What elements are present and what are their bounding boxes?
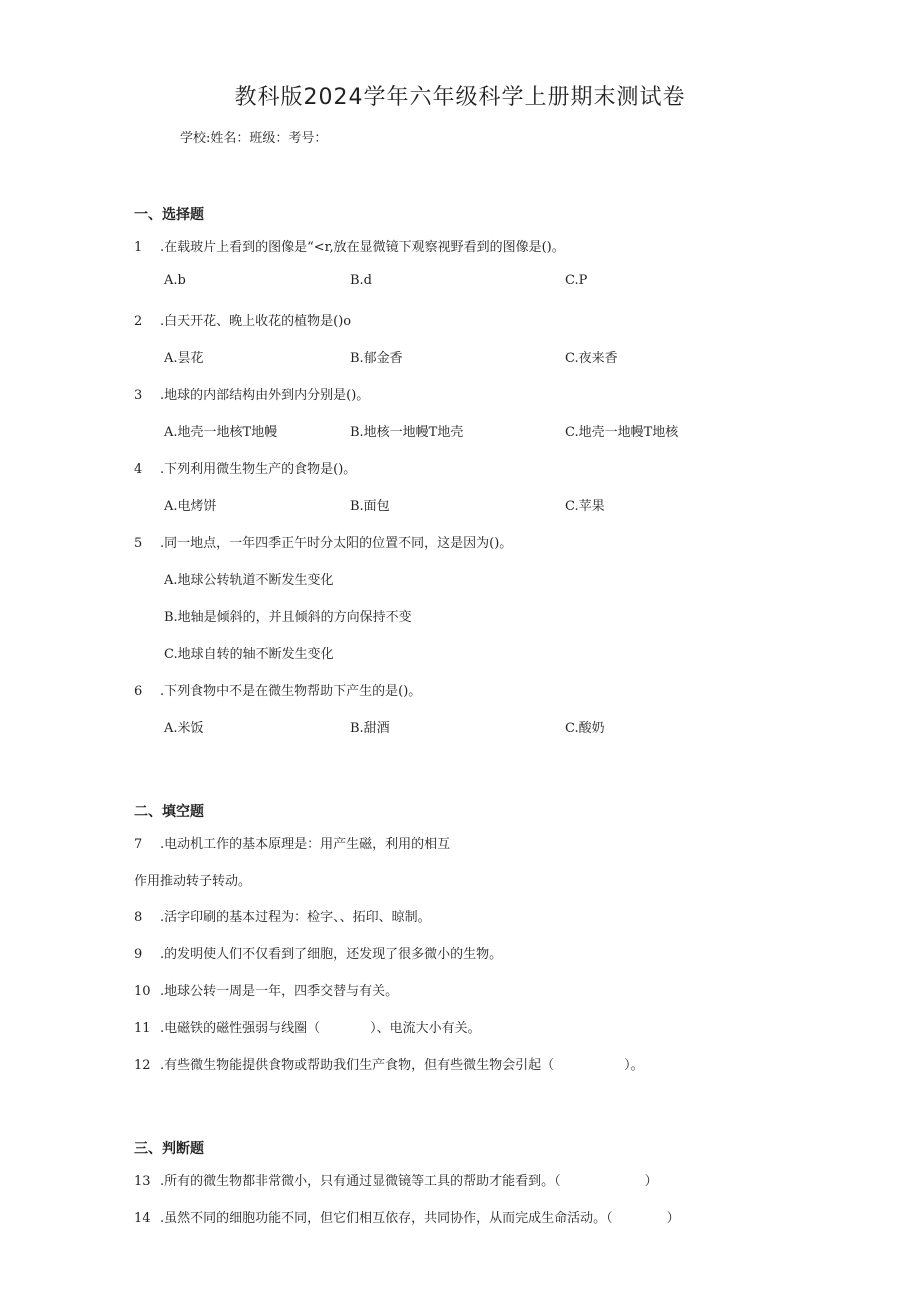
question-7: 7 .电动机工作的基本原理是：用产生磁，利用的相互 (134, 837, 451, 852)
option-5c: C.地球自转的轴不断发生变化 (164, 647, 334, 662)
option-2c: C.夜来香 (565, 351, 618, 366)
option-5b: B.地轴是倾斜的，并且倾斜的方向保持不变 (164, 610, 412, 625)
section-heading-fill: 二、填空题 (134, 804, 204, 820)
question-14: 14 .虽然不同的细胞功能不同，但它们相互依存，共同协作，从而完成生命活动。（ ） (134, 1211, 680, 1226)
section-heading-judge: 三、判断题 (134, 1141, 204, 1157)
option-6c: C.酸奶 (565, 721, 605, 736)
question-2: 2 .白天开花、晚上收花的植物是()o (134, 314, 352, 329)
option-6b: B.甜酒 (350, 721, 390, 736)
question-3: 3 .地球的内部结构由外到内分别是()。 (134, 388, 370, 403)
option-1a: A.b (164, 273, 186, 288)
option-1b: B.d (350, 273, 373, 288)
question-13: 13 .所有的微生物都非常微小，只有通过显微镜等工具的帮助才能看到。（ ） (134, 1174, 658, 1189)
option-5a: A.地球公转轨道不断发生变化 (164, 573, 334, 588)
option-4a: A.电烤饼 (164, 499, 217, 514)
student-info-line: 学校:姓名：班级：考号： (180, 131, 328, 146)
question-10: 10 .地球公转一周是一年，四季交替与有关。 (134, 984, 399, 999)
question-6: 6 .下列食物中不是在微生物帮助下产生的是()。 (134, 684, 422, 699)
option-3c: C.地壳一地幔T地核 (565, 425, 679, 440)
option-3a: A.地壳一地核T地幔 (164, 425, 278, 440)
option-2b: B.郁金香 (350, 351, 403, 366)
option-4c: C.苹果 (565, 499, 605, 514)
option-3b: B.地核一地幔T地壳 (350, 425, 464, 440)
section-heading-choice: 一、选择题 (134, 207, 204, 223)
question-8: 8 .活字印刷的基本过程为：检字、、拓印、晾制。 (134, 910, 431, 925)
page-title: 教科版2024学年六年级科学上册期末测试卷 (234, 85, 686, 110)
option-6a: A.米饭 (164, 721, 204, 736)
option-2a: A.昙花 (164, 351, 204, 366)
question-5: 5 .同一地点，一年四季正午时分太阳的位置不同，这是因为()。 (134, 536, 513, 551)
question-9: 9 .的发明使人们不仅看到了细胞，还发现了很多微小的生物。 (134, 947, 503, 962)
question-1: 1 .在载玻片上看到的图像是“<r,放在显微镜下观察视野看到的图像是()。 (134, 240, 565, 255)
option-4b: B.面包 (350, 499, 390, 514)
question-12: 12 .有些微生物能提供食物或帮助我们生产食物，但有些微生物会引起（ ）。 (134, 1058, 644, 1073)
question-7-continued: 作用推动转子转动。 (134, 874, 252, 889)
question-4: 4 .下列利用微生物生产的食物是()。 (134, 462, 357, 477)
question-11: 11 .电磁铁的磁性强弱与线圈（ ）、电流大小有关。 (134, 1021, 481, 1036)
option-1c: C.P (565, 273, 588, 288)
